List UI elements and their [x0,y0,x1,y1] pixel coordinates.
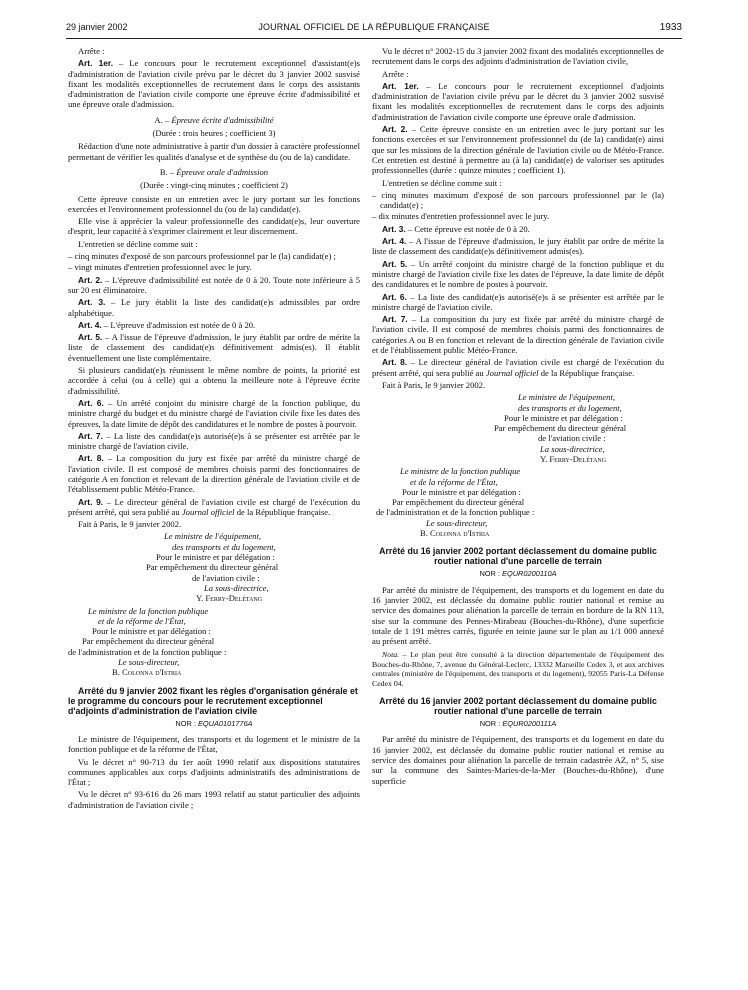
section-title: Épreuve écrite d'admissibilité [171,114,274,125]
article-7 [372,314,664,355]
article-number: Art. 6. [382,291,407,302]
left-column [68,46,360,812]
article-9 [68,497,360,518]
article-text: – A l'issue de l'épreuve d'admission, le jury établit par ordre de mérite la liste de classement des candidat(e)s définitivement admis(es). [372,236,664,257]
delegation-line: Pour le ministre et par délégation : [156,552,275,563]
header-date: 29 janvier 2002 [66,22,128,32]
section-title: Épreuve orale d'admission [176,166,269,177]
article-number: Art. 4. [382,236,407,247]
article-text: – La liste des candidat(e)s autorisé(e)s à se présenter est arrêtée par le ministre chargé de l'aviation civile. [372,291,664,312]
paragraph: L'entretien se décline comme suit : [382,177,502,188]
article-number: Art. 7. [78,430,103,441]
delegation-line: de l'administration et de la fonction publique : [376,507,535,518]
right-column [372,46,664,788]
decree-title: Arrêté du 16 janvier 2002 portant déclassement du domaine public routier national d'une parcelle de terrain [379,546,657,567]
article-text: – Le directeur général de l'aviation civile est chargé de l'exécution du présent arrêté, qui sera publié au [68,496,360,517]
delegation-line: de l'administration et de la fonction publique : [68,646,227,657]
section-a-duration: (Durée : trois heures ; coefficient 3) [152,128,276,139]
section-a-heading [68,115,360,125]
signatory-title: La sous-directrice, [540,443,605,454]
nor-label: NOR : [479,569,503,579]
delegation-line: Par empêchement du directeur général [494,423,627,434]
signature-block-equipement [372,392,664,464]
delegation-line: de l'aviation civile : [538,433,606,444]
header-page-number: 1933 [659,22,682,33]
article-number: Art. 3. [78,297,106,308]
signatory-name: Y. Ferry-Delétang [540,453,607,464]
signatory-minister: Le ministre de la fonction publique [400,466,521,477]
signatory-title: La sous-directrice, [204,582,269,593]
header-rule [66,38,682,39]
article-text: – Le concours pour le recrutement exceptionnel d'assistant(e)s d'administration de l'aviation civile prévu par le décret du 3 janvier 2002 susvisé fixant les modalités exceptionnelles de recrutement dans le corps des assistants d'administration de l'aviation civile comporte une épreuve écrite d'admissibilité et une épreuve orale d'admission. [68,58,360,110]
article-text: – Cette épreuve consiste en un entretien avec le jury portant sur les fonctions exercées et sur l'environnement professionnel du (de la) candidat(e) ainsi que sur les missions de la direction générale de l'aviation civile ou de Météo-France. Cet entretien est destiné à permettre au (à la) candidat(e) de valoriser ses aptitudes professionnelles (durée : quinze minutes ; coefficient 1). [372,124,664,176]
article-text: – Le directeur général de l'aviation civile est chargé de l'exécution du présent arrêté, qui sera publié au [372,357,664,378]
article-text: – L'épreuve d'admissibilité est notée de 0 à 20. Toute note inférieure à 5 sur 20 est éliminatoire. [68,274,360,295]
signatory-minister: des transports et du logement, [518,402,622,413]
running-header [66,22,682,38]
article-7 [68,431,360,452]
nor-reference [68,719,360,729]
article-number: Art. 1er. [78,58,114,69]
article-text: – La liste des candidat(e)s autorisé(e)s à se présenter est arrêtée par le ministre chargé de l'aviation civile. [68,430,360,452]
nor-label: NOR : [479,719,503,729]
article-8 [372,357,664,378]
signatory-name: B. Colonna d'Istria [112,667,182,678]
article-number: Art. 8. [78,453,104,464]
nota [372,650,664,688]
section-b-heading [68,167,360,177]
article-number: Art. 8. [382,357,408,368]
visa: Vu le décret n° 2002-15 du 3 janvier 2002 fixant des modalités exceptionnelles de recrutement dans le corps des adjoints d'administration de l'aviation civile, [372,46,664,67]
paragraph: Si plusieurs candidat(e)s réunissent le même nombre de points, la priorité est accordée à celui (ou à celle) qui a obtenu la meilleure note à l'épreuve écrite d'admissibilité. [68,365,360,396]
article-5 [68,332,360,363]
article-6 [68,398,360,429]
section-a-text: Rédaction d'une note administrative à partir d'un dossier à caractère professionnel permettant de vérifier les qualités d'analyse et de synthèse du (ou de la) candidate. [68,141,360,162]
article-text: – Un arrêté conjoint du ministre chargé de la fonction publique, du ministre chargé du budget et du ministre chargé de l'aviation civile fixe les dates des épreuves, la date limite de dépôt des candidatures et le nombre de postes à pourvoir. [68,397,360,429]
list-item: – cinq minutes d'exposé de son parcours professionnel par le (la) candidat(e) ; [68,251,336,262]
nota-label: Nota. [382,650,400,660]
article-5 [372,259,664,290]
article-number: Art. 4. [78,319,102,330]
article-number: Art. 7. [382,314,408,325]
nor-reference [372,719,664,729]
article-number: Art. 2. [78,274,103,285]
signatory-title: Le sous-directeur, [426,517,488,528]
section-letter: B. – [159,166,175,177]
nor-code: EQUR0200111A [502,719,557,729]
article-3 [68,297,360,318]
article-number: Art. 5. [78,332,103,343]
signature-block-fonction-publique [372,466,664,538]
article-2 [68,275,360,296]
article-text: – A l'issue de l'épreuve d'admission, le jury établit par ordre de mérite la liste de classement des candidat(e)s définitivement admis(es). Il établit éventuellement une liste complémentaire. [68,332,360,363]
nor-code: EQUA0101776A [197,718,253,728]
article-1 [372,81,664,122]
article-6 [372,292,664,313]
article-number: Art. 6. [78,397,104,408]
article-text: – Le jury établit la liste des candidat(e)s admissibles par ordre alphabétique. [68,297,360,318]
article-number: Art. 9. [78,496,104,507]
article-text: – La composition du jury est fixée par arrêté du ministre chargé de l'aviation civile. Il est composé de membres choisis parmi des fonctionnaires de catégories A ou B en fonction et relevant de la direction générale de l'aviation civile et de l'établissement public Météo-France. [372,314,664,356]
signatory-minister: et de la réforme de l'État, [410,476,498,487]
article-text: – Le concours pour le recrutement exceptionnel d'adjoints d'administration de l'aviation civile prévu par le décret du 3 janvier 2002 susvisé fixant les modalités exceptionnelles de recrutement dans le corps des adjoints d'administration de l'aviation civile comporte une épreuve orale d'admission. [372,80,664,122]
article-2 [372,124,664,175]
signatory-name: B. Colonna d'Istria [420,528,490,539]
paragraph: Cette épreuve consiste en un entretien avec le jury portant sur les fonctions exercées et l'environnement professionnel du (ou de la) candidat(e). [68,193,360,214]
list-item: – vingt minutes d'entretien professionnel avec le jury. [68,262,252,273]
header-journal-title: JOURNAL OFFICIEL DE LA RÉPUBLIQUE FRANÇAISE [258,22,490,32]
signature-block-fonction-publique [68,606,360,678]
article-text-end: de la République française. [234,506,331,517]
journal-name: Journal officiel [485,367,539,378]
delegation-line: Par empêchement du directeur général [82,636,215,647]
delegation-line: de l'aviation civile : [192,572,260,583]
article-8 [68,453,360,494]
decree-title: Arrêté du 9 janvier 2002 fixant les règles d'organisation générale et le programme du concours pour le recrutement exceptionnel d'adjoints d'administration de l'aviation civile [68,685,358,716]
article-text: – L'épreuve d'admission est notée de 0 à 20. [101,319,256,330]
nor-label: NOR : [175,718,198,728]
section-b-duration: (Durée : vingt-cinq minutes ; coefficient 2) [140,180,288,191]
article-number: Art. 1er. [382,80,419,91]
decree-text: Par arrêté du ministre de l'équipement, des transports et du logement en date du 16 janvier 2002, est déclassée du domaine public routier national et remise au service des domaines pour aliénation la parcelle de terrain en bordure de la RN 113, sise sur la commune des Pennes-Mirabeau (Bouches-du-Rhône), d'une superficie totale de 1 191 mètres carrés, figurée en teinte jaune sur le plan au 1/1 000 annexé au présent arrêté. [372,584,664,647]
signatory-minister: Le ministre de la fonction publique [88,605,209,616]
signatory-minister: des transports et du logement, [172,541,276,552]
paragraph: Elle vise à apprécier la valeur professionnelle des candidat(e)s, leur ouverture d'esprit, leur capacité à s'exprimer clairement et leur discernement. [68,216,360,237]
delegation-line: Pour le ministre et par délégation : [92,626,211,637]
decree-text: Par arrêté du ministre de l'équipement, des transports et du logement en date du 16 janvier 2002, est déclassée du domaine public routier national et remise au service des domaines pour aliénation la parcelle de terrain cadastrée AZ, n° 5, sise sur la commune des Saintes-Maries-de-la-Mer (Bouches-du-Rhône), d'une superficie [372,734,664,786]
signatory-title: Le sous-directeur, [118,657,180,668]
list-item: – cinq minutes maximum d'exposé de son parcours professionnel par le (la) candidat(e) ; [372,189,664,211]
article-1 [68,58,360,109]
signature-block-equipement [68,531,360,603]
paragraph: L'entretien se décline comme suit : [78,238,198,249]
signatory-minister: et de la réforme de l'État, [98,615,186,626]
section-letter: A. – [154,114,170,125]
delegation-line: Par empêchement du directeur général [392,497,525,508]
decree-title: Arrêté du 16 janvier 2002 portant déclassement du domaine public routier national d'une parcelle de terrain [379,696,657,717]
signatory-minister: Le ministre de l'équipement, [518,392,615,403]
article-text-end: de la République française. [538,367,635,378]
arrete-label: Arrête : [382,68,409,79]
signing-place-date: Fait à Paris, le 9 janvier 2002. [78,519,182,530]
delegation-line: Pour le ministre et par délégation : [402,486,521,497]
article-3 [372,224,664,234]
article-4 [68,320,360,330]
journal-name: Journal officiel [181,506,235,517]
delegation-line: Pour le ministre et par délégation : [504,412,623,423]
article-text: – Cette épreuve est notée de 0 à 20. [405,223,530,234]
visa: Vu le décret n° 93-616 du 26 mars 1993 relatif au statut particulier des adjoints d'administration de l'aviation civile ; [68,789,360,810]
article-number: Art. 2. [382,124,408,135]
signing-place-date: Fait à Paris, le 9 janvier 2002. [382,379,486,390]
signatory-minister: Le ministre de l'équipement, [164,531,261,542]
article-number: Art. 3. [382,223,406,234]
signatory-name: Y. Ferry-Delétang [196,593,263,604]
visa: Vu le décret n° 90-713 du 1er août 1990 relatif aux dispositions statutaires communes applicables aux corps d'adjoints administratifs des administrations de l'État ; [68,756,360,788]
article-text: – Un arrêté conjoint du ministre chargé de la fonction publique et du ministre chargé de l'aviation civile fixe les dates de l'épreuve, la date limite de dépôt des candidatures et le nombre de postes à pourvoir. [372,258,664,290]
nor-code: EQUR0200110A [502,569,557,579]
nota-text: – Le plan peut être consulté à la direction départementale de l'équipement des Bouches-du-Rhône, 7, avenue du Général-Leclerc, 13332 Marseille Cedex 3, et aux archives centrales (ministère de l'équipement, des transports et du logement), 92055 Paris-La Défense Cedex 04. [372,650,664,688]
nor-reference [372,569,664,579]
list-item: – dix minutes d'entretien professionnel avec le jury. [372,211,550,222]
article-4 [372,236,664,257]
visa: Le ministre de l'équipement, des transports et du logement et le ministre de la fonction publique et de la réforme de l'État, [68,733,360,755]
delegation-line: Par empêchement du directeur général [146,562,279,573]
arrete-label: Arrête : [78,46,105,56]
article-text: – La composition du jury est fixée par arrêté du ministre chargé de l'aviation civile. Il est composé de membres choisis parmi des fonctionnaires de catégorie A en fonction et relevant de la direction générale de l'aviation civile et de l'établissement public Météo-France. [68,453,360,495]
article-number: Art. 5. [382,258,408,269]
